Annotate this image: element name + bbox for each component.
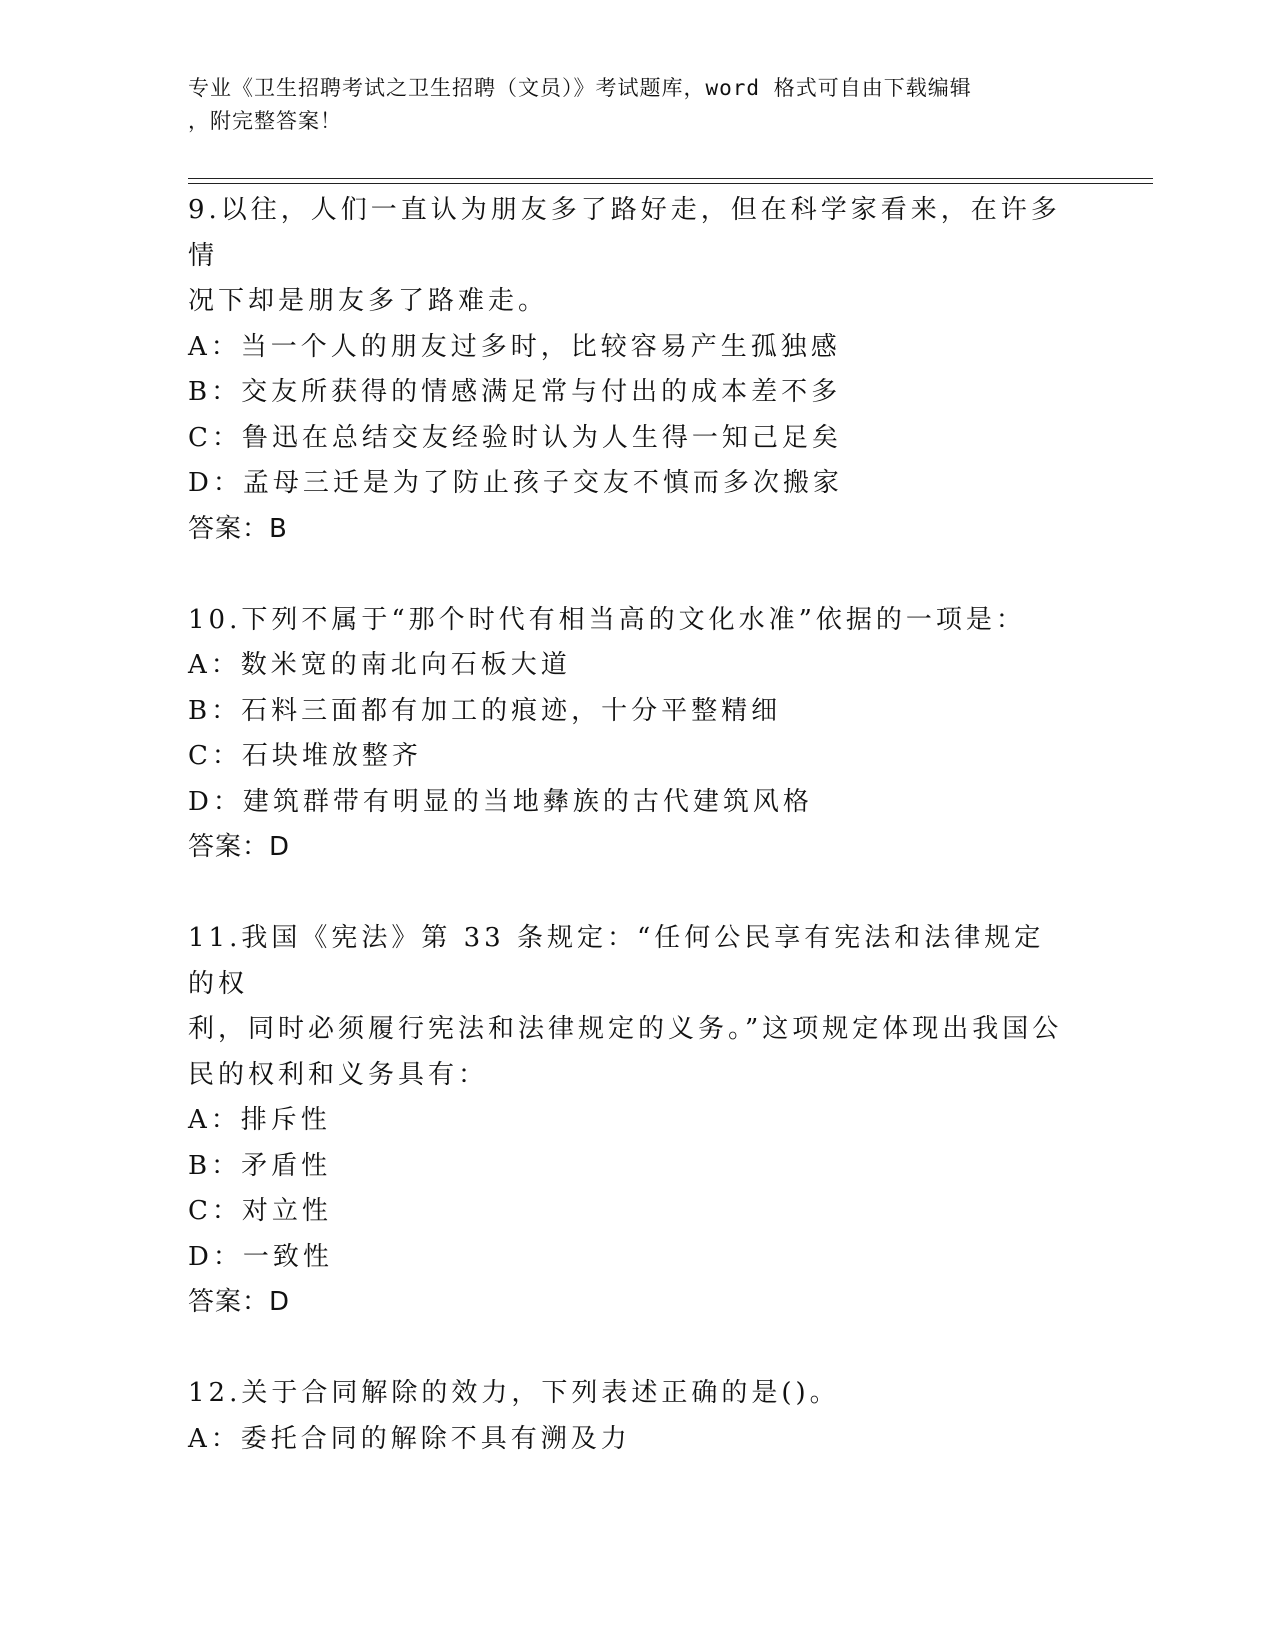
answer-line: 答案：B (188, 513, 288, 544)
option-c: C：鲁迅在总结交友经验时认为人生得一知己足矣 (188, 422, 842, 453)
option-b: B：石料三面都有加工的痕迹，十分平整精细 (188, 695, 782, 726)
option-a: A：排斥性 (188, 1105, 331, 1135)
question-stem-line: 利，同时必须履行宪法和法律规定的义务。”这项规定体现出我国公 (188, 1014, 1063, 1044)
option-b: B：矛盾性 (188, 1150, 332, 1181)
option-d: D：一致性 (188, 1241, 333, 1272)
option-d: D：建筑群带有明显的当地彝族的古代建筑风格 (188, 786, 813, 817)
question-10 (188, 598, 1068, 871)
question-stem-line: 9.以往，人们一直认为朋友多了路好走，但在科学家看来，在许多情 (188, 195, 1061, 271)
question-9 (188, 188, 1068, 552)
header-line-1: 专业《卫生招聘考试之卫生招聘（文员）》考试题库，word 格式可自由下载编辑 (188, 76, 972, 100)
header-divider-bottom (188, 183, 1153, 184)
question-12 (188, 1371, 1068, 1462)
header-line-2: ，附完整答案！ (188, 109, 342, 133)
document-header (188, 72, 1068, 138)
header-divider-top (188, 178, 1153, 179)
question-list (188, 188, 1068, 1508)
question-11 (188, 916, 1068, 1326)
question-stem-line: 况下却是朋友多了路难走。 (188, 286, 549, 316)
option-b: B：交友所获得的情感满足常与付出的成本差不多 (188, 377, 842, 407)
option-a: A：当一个人的朋友过多时，比较容易产生孤独感 (188, 331, 841, 362)
question-stem-line: 12.关于合同解除的效力，下列表述正确的是()。 (188, 1378, 840, 1408)
option-c: C：对立性 (188, 1196, 332, 1226)
option-a: A：委托合同的解除不具有溯及力 (188, 1423, 631, 1454)
question-stem-line: 10.下列不属于“那个时代有相当高的文化水准”依据的一项是： (188, 604, 1026, 635)
option-c: C：石块堆放整齐 (188, 741, 422, 771)
question-stem-line: 民的权利和义务具有： (188, 1059, 489, 1090)
question-stem-line: 11.我国《宪法》第 33 条规定：“任何公民享有宪法和法律规定的权 (188, 923, 1045, 999)
option-d: D：孟母三迁是为了防止孩子交友不慎而多次搬家 (188, 468, 843, 498)
option-a: A：数米宽的南北向石板大道 (188, 650, 571, 680)
answer-line: 答案：D (188, 832, 291, 862)
answer-line: 答案：D (188, 1287, 291, 1317)
